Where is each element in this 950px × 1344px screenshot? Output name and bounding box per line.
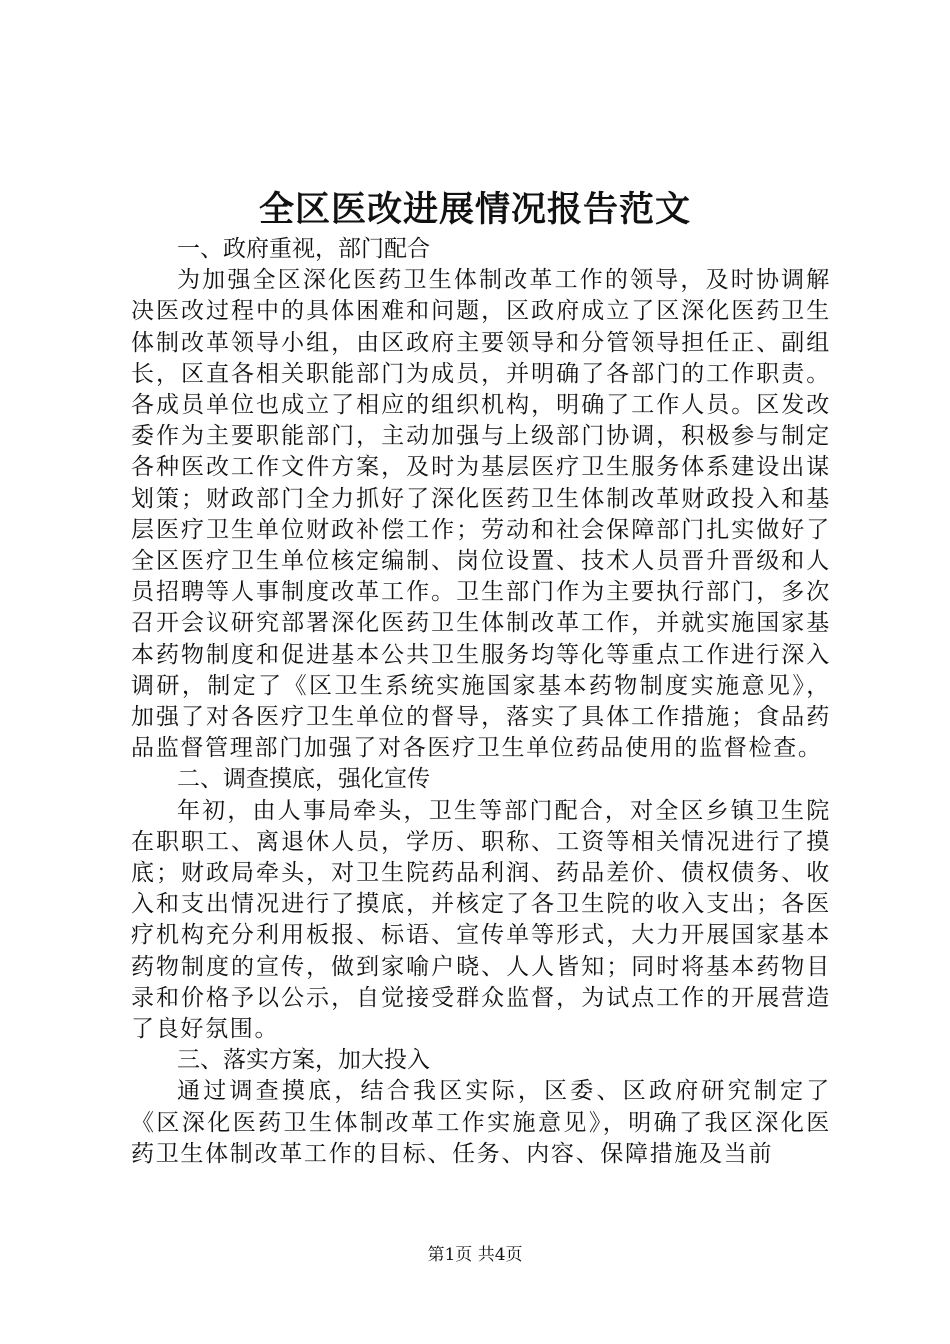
document-title: 全区医改进展情况报告范文 — [258, 189, 691, 230]
page-footer: 第1页 共4页 — [427, 1245, 523, 1265]
section-paragraph: 年初，由人事局牵头，卫生等部门配合，对全区乡镇卫生院在职职工、离退休人员，学历、职称、工资等相关情况进行了摸底；财政局牵头，对卫生院药品利润、药品差价、债权债务、收入和支出情况进行了摸底，并核定了各卫生院的收入支出；各医疗机构充分利用板报、标语、宣传单等形式，大力开展国家基本药物制度的宣传，做到家喻户晓、人人皆知；同时将基本药物目录和价格予以公示，自觉接受群众监督，为试点工作的开展营造了良好氛围。 — [131, 797, 831, 1043]
section-paragraph: 通过调查摸底，结合我区实际，区委、区政府研究制定了《区深化医药卫生体制改革工作实施意见》，明确了我区深化医药卫生体制改革工作的目标、任务、内容、保障措施及当前 — [131, 1078, 831, 1167]
section-heading: 一、政府重视，部门配合 — [177, 236, 430, 262]
section-heading: 三、落实方案，加大投入 — [177, 1047, 430, 1074]
section-heading: 二、调查摸底，强化宣传 — [177, 766, 430, 793]
section-paragraph: 为加强全区深化医药卫生体制改革工作的领导，及时协调解决医改过程中的具体困难和问题，区政府成立了区深化医药卫生体制改革领导小组，由区政府主要领导和分管领导担任正、副组长，区直各相关职能部门为成员，并明确了各部门的工作职责。各成员单位也成立了相应的组织机构，明确了工作人员。区发改委作为主要职能部门，主动加强与上级部门协调，积极参与制定各种医改工作文件方案，及时为基层医疗卫生服务体系建设出谋划策；财政部门全力抓好了深化医药卫生体制改革财政投入和基层医疗卫生单位财政补偿工作；劳动和社会保障部门扎实做好了全区医疗卫生单位核定编制、岗位设置、技术人员晋升晋级和人员招聘等人事制度改革工作。卫生部门作为主要执行部门，多次召开会议研究部署深化医药卫生体制改革工作，并就实施国家基本药物制度和促进基本公共卫生服务均等化等重点工作进行深入调研，制定了《区卫生系统实施国家基本药物制度实施意见》，加强了对各医疗卫生单位的督导，落实了具体工作措施；食品药品监督管理部门加强了对各医疗卫生单位药品使用的监督检查。 — [131, 267, 831, 762]
document-body — [131, 234, 831, 1170]
